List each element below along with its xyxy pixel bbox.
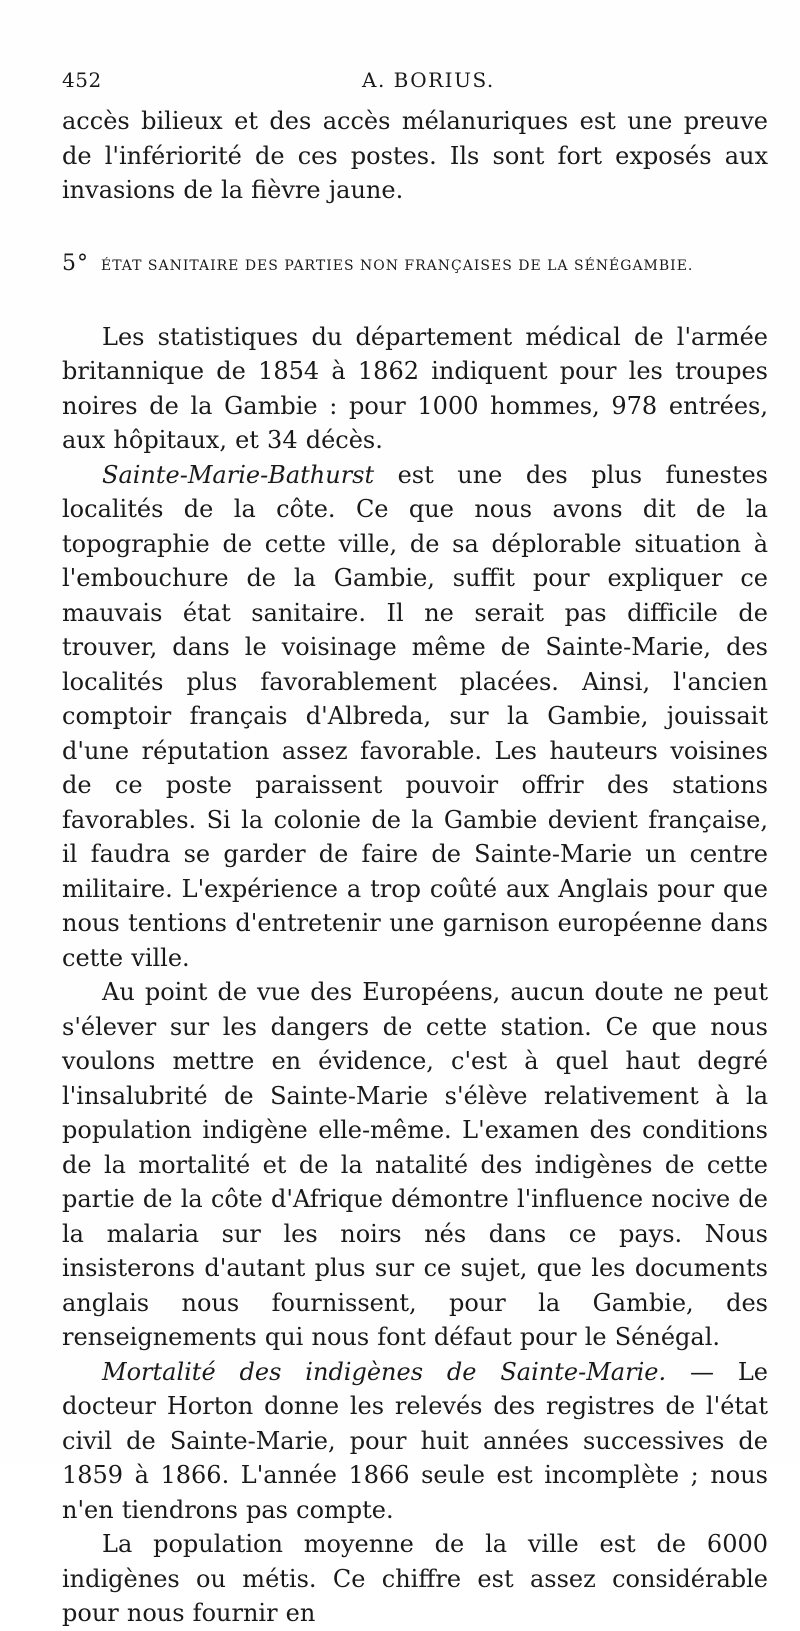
paragraph-europeans: Au point de vue des Européens, aucun doute ne peut s'élever sur les dangers de cette station. Ce que nous voulons mettre en évidence, c'est à quel haut degré l'insalubrité de Sainte-Marie s'élève relativement à la population indigène elle-même. L'examen des conditions de la mortalité et de la natalité des indigènes de cette partie de la côte d'Afrique démontre l'influence nocive de la malaria sur les noirs nés dans ce pays. Nous insisterons d'autant plus sur ce sujet, que les documents anglais nous fournissent, pour la Gambie, des renseignements qui nous font défaut pour le Sénégal. xyxy=(62,978,768,1351)
paragraph-continuation: accès bilieux et des accès mélanuriques est une preuve de l'infériorité de ces postes. Ils sont fort exposés aux invasions de la fièvre jaune. xyxy=(62,107,768,204)
paragraph-mortality xyxy=(62,1355,768,1528)
paragraph-mortality-text: — Le docteur Horton donne les relevés des registres de l'état civil de Sainte-Marie, pour huit années successives de 1859 à 1866. L'année 1866 seule est incomplète ; nous n'en tiendrons pas compte. xyxy=(62,1357,768,1524)
page-number: 452 xyxy=(62,68,102,92)
paragraph-population: La population moyenne de la ville est de 6000 indigènes ou métis. Ce chiffre est assez considérable pour nous fournir en xyxy=(62,1530,768,1627)
subsection-title-italic: Mortalité des indigènes de Sainte-Marie. xyxy=(102,1357,667,1386)
section-title: ÉTAT SANITAIRE DES PARTIES NON FRANÇAISES DE LA SÉNÉGAMBIE. xyxy=(101,257,694,274)
paragraph-sainte-marie xyxy=(62,458,768,976)
body-text xyxy=(62,104,768,1631)
paragraph-sainte-marie-text: est une des plus funestes localités de la côte. Ce que nous avons dit de la topographie de cette ville, de sa déplorable situation à l'embouchure de la Gambie, suffit pour expliquer ce mauvais état sanitaire. Il ne serait pas difficile de trouver, dans le voisinage même de Sainte-Marie, des localités plus favorablement placées. Ainsi, l'ancien comptoir français d'Albreda, sur la Gambie, jouissait d'une réputation assez favorable. Les hauteurs voisines de ce poste paraissent pouvoir offrir des stations favorables. Si la colonie de la Gambie devient française, il faudra se garder de faire de Sainte-Marie un centre militaire. L'expérience a trop coûté aux Anglais pour que nous tentions d'entretenir une garnison européenne dans cette ville. xyxy=(62,460,768,972)
page-header xyxy=(62,68,768,102)
running-head: A. BORIUS. xyxy=(362,68,495,92)
section-heading xyxy=(62,250,768,276)
paragraph-statistics: Les statistiques du département médical de l'armée britannique de 1854 à 1862 indiquent pour les troupes noires de la Gambie : pour 1000 hommes, 978 entrées, aux hôpitaux, et 34 décès. xyxy=(62,322,768,454)
section-number: 5° xyxy=(62,250,89,276)
place-name-italic: Sainte-Marie-Bathurst xyxy=(102,460,375,489)
